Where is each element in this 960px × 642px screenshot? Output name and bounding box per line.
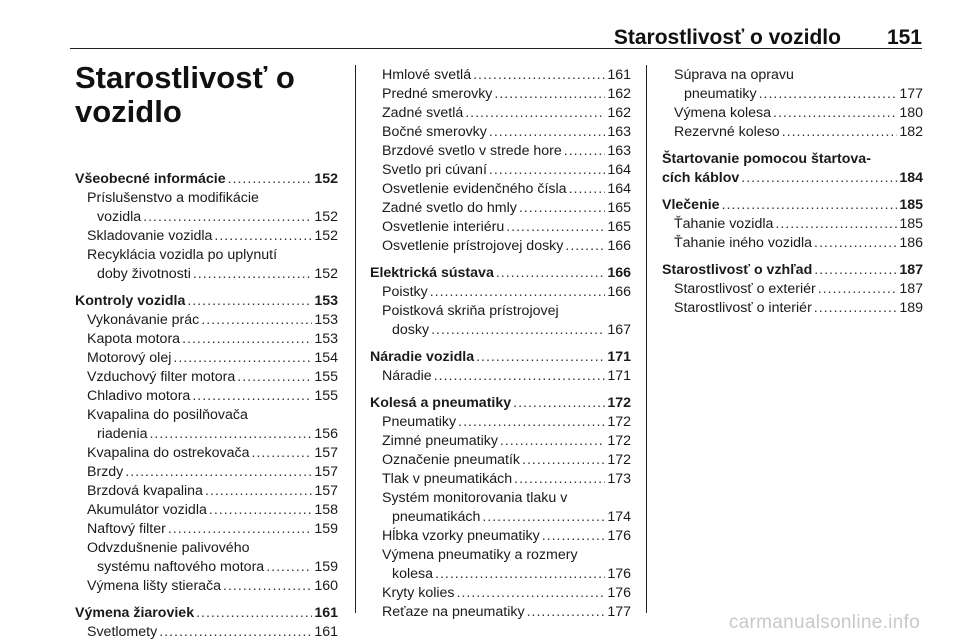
toc-entry-title: Vlečenie <box>662 197 720 213</box>
toc-page-number: 161 <box>314 624 338 640</box>
toc-page-number: 187 <box>899 262 923 278</box>
toc-entry-title: pneumatiky <box>684 86 757 102</box>
toc-entry-title: Skladovanie vozidla <box>87 228 213 244</box>
toc-entry[interactable] <box>370 161 631 180</box>
toc-section-entry[interactable] <box>370 264 631 283</box>
dot-leader <box>814 261 897 280</box>
dot-leader <box>434 367 606 386</box>
toc-entry[interactable] <box>370 451 631 470</box>
toc-entry[interactable] <box>370 527 631 546</box>
toc-entry-title: Akumulátor vozidla <box>87 502 207 518</box>
toc-entry-title: cích káblov <box>662 170 740 186</box>
toc-entry[interactable] <box>662 215 923 234</box>
toc-entry[interactable] <box>75 520 338 539</box>
dot-leader <box>143 208 312 227</box>
toc-entry-text[interactable]: Systém monitorovania tlaku v <box>382 490 568 506</box>
toc-entry-text[interactable]: Súprava na opravu <box>674 67 794 83</box>
toc-entry-title: Hmlové svetlá <box>382 67 472 83</box>
toc-entry-title: Bočné smerovky <box>382 124 487 140</box>
dot-leader <box>489 161 605 180</box>
toc-page-number: 176 <box>607 528 631 544</box>
toc-page-number: 166 <box>607 238 631 254</box>
toc-entry[interactable] <box>662 85 923 104</box>
toc-entry[interactable] <box>75 444 338 463</box>
toc-page-number: 185 <box>899 197 923 213</box>
toc-entry[interactable] <box>75 577 338 596</box>
dot-leader <box>782 123 898 142</box>
toc-entry-title: Označenie pneumatík <box>382 452 521 468</box>
toc-page-number: 167 <box>607 322 631 338</box>
toc-entry-title: Chladivo motora <box>87 388 191 404</box>
dot-leader <box>266 558 312 577</box>
toc-page-number: 172 <box>607 433 631 449</box>
toc-entry[interactable] <box>75 501 338 520</box>
toc-entry[interactable] <box>75 482 338 501</box>
toc-entry[interactable] <box>75 349 338 368</box>
toc-section-entry[interactable] <box>75 604 338 623</box>
toc-entry-text[interactable]: Recyklácia vozidla po uplynutí <box>87 247 278 263</box>
toc-entry-title: Pneumatiky <box>382 414 457 430</box>
toc-entry[interactable] <box>370 199 631 218</box>
toc-entry[interactable] <box>370 237 631 256</box>
toc-entry-title: Motorový olej <box>87 350 172 366</box>
dot-leader <box>542 527 606 546</box>
dot-leader <box>457 584 606 603</box>
toc-page-number: 182 <box>899 124 923 140</box>
toc-entry[interactable] <box>370 565 631 584</box>
dot-leader <box>741 169 897 188</box>
toc-section-entry[interactable] <box>662 261 923 280</box>
toc-entry[interactable] <box>75 558 338 577</box>
toc-entry-title: riadenia <box>97 426 148 442</box>
toc-page-number: 159 <box>314 521 338 537</box>
header-title: Starostlivosť o vozidlo <box>613 26 841 49</box>
toc-page-number: 171 <box>607 349 631 365</box>
dot-leader <box>201 311 312 330</box>
dot-leader <box>228 170 313 189</box>
toc-entry-title: Starostlivosť o vzhľad <box>662 262 813 278</box>
toc-entry-title: Brzdové svetlo v strede hore <box>382 143 562 159</box>
toc-entry-title: Zadné svetlo do hmly <box>382 200 517 216</box>
toc-entry-title: Tlak v pneumatikách <box>382 471 513 487</box>
toc-entry-title: Predné smerovky <box>382 86 493 102</box>
dot-leader <box>482 508 605 527</box>
dot-leader <box>513 394 605 413</box>
toc-entry-title: Poistky <box>382 284 428 300</box>
toc-entry-title: Kapota motora <box>87 331 181 347</box>
column-divider <box>355 65 356 613</box>
dot-leader <box>196 604 312 623</box>
dot-leader <box>209 501 312 520</box>
dot-leader <box>458 413 605 432</box>
toc-entry-title: kolesa <box>392 566 434 582</box>
toc-entry-title: Hĺbka vzorky pneumatiky <box>382 528 540 544</box>
toc-page-number: 171 <box>607 368 631 384</box>
toc-page-number: 185 <box>899 216 923 232</box>
toc-entry-title: Svetlo pri cúvaní <box>382 162 487 178</box>
dot-leader <box>237 368 312 387</box>
toc-entry-title: Ťahanie iného vozidla <box>674 235 813 251</box>
toc-entry-title: Vykonávanie prác <box>87 312 200 328</box>
toc-entry-text[interactable]: Výmena pneumatiky a rozmery <box>382 547 578 563</box>
toc-page-number: 159 <box>314 559 338 575</box>
toc-section-entry[interactable] <box>75 292 338 311</box>
toc-entry-title: Výmena kolesa <box>674 105 771 121</box>
toc-entry[interactable] <box>370 66 631 85</box>
toc-entry-title: Osvetlenie evidenčného čísla <box>382 181 567 197</box>
toc-entry[interactable] <box>370 603 631 622</box>
dot-leader <box>814 234 897 253</box>
toc-entry-title: Svetlomety <box>87 624 158 640</box>
toc-entry[interactable] <box>75 387 338 406</box>
toc-entry[interactable] <box>75 208 338 227</box>
toc-page-number: 152 <box>314 266 338 282</box>
toc-page-number: 164 <box>607 181 631 197</box>
toc-section-entry[interactable] <box>75 170 338 189</box>
toc-page-number: 176 <box>607 566 631 582</box>
toc-page-number: 161 <box>314 605 338 621</box>
dot-leader <box>168 520 312 539</box>
toc-entry-title: systému naftového motora <box>97 559 265 575</box>
toc-entry-title: Ťahanie vozidla <box>674 216 774 232</box>
toc-section-entry[interactable] <box>370 394 631 413</box>
column-divider <box>646 65 647 613</box>
toc-entry[interactable] <box>75 311 338 330</box>
dot-leader <box>564 142 606 161</box>
toc-entry[interactable] <box>370 508 631 527</box>
toc-page-number: 155 <box>314 369 338 385</box>
toc-entry-title: Kryty kolies <box>382 585 455 601</box>
dot-leader <box>182 330 312 349</box>
toc-page-number: 152 <box>314 228 338 244</box>
dot-leader <box>435 565 605 584</box>
toc-page-number: 172 <box>607 395 631 411</box>
page-number: 151 <box>886 26 922 49</box>
toc-page-number: 189 <box>899 300 923 316</box>
toc-entry-title: Všeobecné informácie <box>75 171 226 187</box>
toc-page-number: 166 <box>607 284 631 300</box>
toc-page-number: 157 <box>314 483 338 499</box>
dot-leader <box>251 444 312 463</box>
toc-page-number: 186 <box>899 235 923 251</box>
toc-entry-title: Elektrická sústava <box>370 265 494 281</box>
toc-entry-text[interactable]: Odvzdušnenie palivového <box>87 540 250 556</box>
dot-leader <box>759 85 898 104</box>
toc-entry[interactable] <box>370 85 631 104</box>
toc-entry[interactable] <box>75 227 338 246</box>
toc-entry-title: Zadné svetlá <box>382 105 464 121</box>
toc-entry[interactable] <box>370 321 631 340</box>
toc-page-number: 163 <box>607 143 631 159</box>
dot-leader <box>125 463 312 482</box>
dot-leader <box>465 104 605 123</box>
toc-entry[interactable] <box>662 280 923 299</box>
toc-page-number: 177 <box>899 86 923 102</box>
toc-entry-text[interactable]: Príslušenstvo a modifikácie <box>87 190 259 206</box>
toc-page-number: 155 <box>314 388 338 404</box>
dot-leader <box>214 227 312 246</box>
toc-entry[interactable] <box>370 584 631 603</box>
toc-page-number: 162 <box>607 105 631 121</box>
toc-entry-text[interactable]: Kvapalina do posilňovača <box>87 407 248 423</box>
toc-entry-title: Výmena lišty stierača <box>87 578 222 594</box>
toc-page-number: 173 <box>607 471 631 487</box>
toc-section-entry[interactable] <box>662 169 923 188</box>
dot-leader <box>494 85 605 104</box>
toc-entry-text[interactable]: Poistková skriňa prístrojovej <box>382 303 559 319</box>
toc-page-number: 153 <box>314 312 338 328</box>
toc-page-number: 180 <box>899 105 923 121</box>
toc-page-number: 172 <box>607 414 631 430</box>
toc-entry-title: Zimné pneumatiky <box>382 433 498 449</box>
toc-page-number: 174 <box>607 509 631 525</box>
toc-page-number: 152 <box>314 209 338 225</box>
header-rule <box>70 48 922 49</box>
dot-leader <box>527 603 606 622</box>
dot-leader <box>496 264 605 283</box>
toc-page-number: 157 <box>314 445 338 461</box>
dot-leader <box>506 218 605 237</box>
toc-entry[interactable] <box>75 330 338 349</box>
toc-page-number: 152 <box>314 171 338 187</box>
toc-entry[interactable] <box>662 104 923 123</box>
toc-entry-title: Rezervné koleso <box>674 124 780 140</box>
toc-page-number: 161 <box>607 67 631 83</box>
toc-page-number: 164 <box>607 162 631 178</box>
dot-leader <box>514 470 605 489</box>
dot-leader <box>192 387 312 406</box>
dot-leader <box>722 196 898 215</box>
toc-entry[interactable] <box>370 180 631 199</box>
toc-column-1 <box>75 170 338 642</box>
dot-leader <box>159 623 312 642</box>
toc-entry[interactable] <box>370 123 631 142</box>
toc-entry-title: Náradie vozidla <box>370 349 475 365</box>
toc-page-number: 160 <box>314 578 338 594</box>
toc-section-entry[interactable] <box>370 348 631 367</box>
dot-leader <box>187 292 312 311</box>
dot-leader <box>205 482 312 501</box>
toc-entry[interactable] <box>662 234 923 253</box>
toc-page-number: 165 <box>607 219 631 235</box>
toc-page-number: 162 <box>607 86 631 102</box>
toc-entry-title: Starostlivosť o interiér <box>674 300 812 316</box>
toc-page-number: 163 <box>607 124 631 140</box>
toc-entry-title: Kvapalina do ostrekovača <box>87 445 250 461</box>
toc-page-number: 176 <box>607 585 631 601</box>
dot-leader <box>431 321 605 340</box>
toc-page-number: 177 <box>607 604 631 620</box>
toc-entry[interactable] <box>75 463 338 482</box>
toc-entry[interactable] <box>370 413 631 432</box>
dot-leader <box>489 123 605 142</box>
dot-leader <box>773 104 897 123</box>
dot-leader <box>149 425 312 444</box>
dot-leader <box>173 349 312 368</box>
toc-entry[interactable] <box>662 299 923 318</box>
toc-page-number: 165 <box>607 200 631 216</box>
dot-leader <box>430 283 606 302</box>
toc-entry[interactable] <box>370 104 631 123</box>
toc-entry[interactable] <box>370 470 631 489</box>
toc-entry-title: Naftový filter <box>87 521 166 537</box>
toc-page-number: 153 <box>314 331 338 347</box>
toc-entry[interactable] <box>370 432 631 451</box>
toc-entry[interactable] <box>75 623 338 642</box>
running-header <box>70 26 922 50</box>
toc-entry[interactable] <box>370 283 631 302</box>
toc-page-number: 184 <box>899 170 923 186</box>
dot-leader <box>818 280 898 299</box>
toc-entry[interactable] <box>370 367 631 386</box>
toc-page-number: 166 <box>607 265 631 281</box>
dot-leader <box>193 265 312 284</box>
dot-leader <box>775 215 897 234</box>
toc-page-number: 156 <box>314 426 338 442</box>
toc-entry-title: Osvetlenie prístrojovej dosky <box>382 238 564 254</box>
toc-entry-title: Výmena žiaroviek <box>75 605 195 621</box>
toc-entry-title: Osvetlenie interiéru <box>382 219 505 235</box>
toc-column-2 <box>370 66 631 622</box>
toc-entry-title: Náradie <box>382 368 432 384</box>
dot-leader <box>519 199 605 218</box>
toc-entry-title: Vzduchový filter motora <box>87 369 236 385</box>
toc-page-number: 157 <box>314 464 338 480</box>
toc-page-number: 153 <box>314 293 338 309</box>
toc-entry-title: Brzdová kvapalina <box>87 483 203 499</box>
dot-leader <box>476 348 605 367</box>
toc-page-number: 154 <box>314 350 338 366</box>
toc-entry-text[interactable]: Štartovanie pomocou štartova- <box>662 151 871 167</box>
dot-leader <box>500 432 605 451</box>
toc-entry[interactable] <box>370 218 631 237</box>
toc-section-entry[interactable] <box>662 196 923 215</box>
toc-entry[interactable] <box>370 142 631 161</box>
dot-leader <box>565 237 605 256</box>
dot-leader <box>522 451 605 470</box>
toc-entry-title: Kontroly vozidla <box>75 293 186 309</box>
dot-leader <box>814 299 898 318</box>
dot-leader <box>223 577 312 596</box>
chapter-title: Starostlivosť o vozidlo <box>75 60 295 129</box>
toc-entry-title: Starostlivosť o exteriér <box>674 281 816 297</box>
toc-entry[interactable] <box>662 123 923 142</box>
toc-entry-title: Reťaze na pneumatiky <box>382 604 525 620</box>
toc-page-number: 187 <box>899 281 923 297</box>
watermark: carmanualsonline.info <box>728 612 920 633</box>
toc-entry[interactable] <box>75 368 338 387</box>
dot-leader <box>473 66 605 85</box>
toc-entry-title: doby životnosti <box>97 266 191 282</box>
dot-leader <box>569 180 606 199</box>
toc-page-number: 172 <box>607 452 631 468</box>
toc-entry-title: dosky <box>392 322 430 338</box>
toc-column-3 <box>662 66 923 318</box>
toc-entry-title: pneumatikách <box>392 509 481 525</box>
toc-entry-title: Kolesá a pneumatiky <box>370 395 512 411</box>
toc-page-number: 158 <box>314 502 338 518</box>
toc-entry-title: Brzdy <box>87 464 124 480</box>
toc-entry[interactable] <box>75 425 338 444</box>
toc-entry[interactable] <box>75 265 338 284</box>
toc-entry-title: vozidla <box>97 209 142 225</box>
